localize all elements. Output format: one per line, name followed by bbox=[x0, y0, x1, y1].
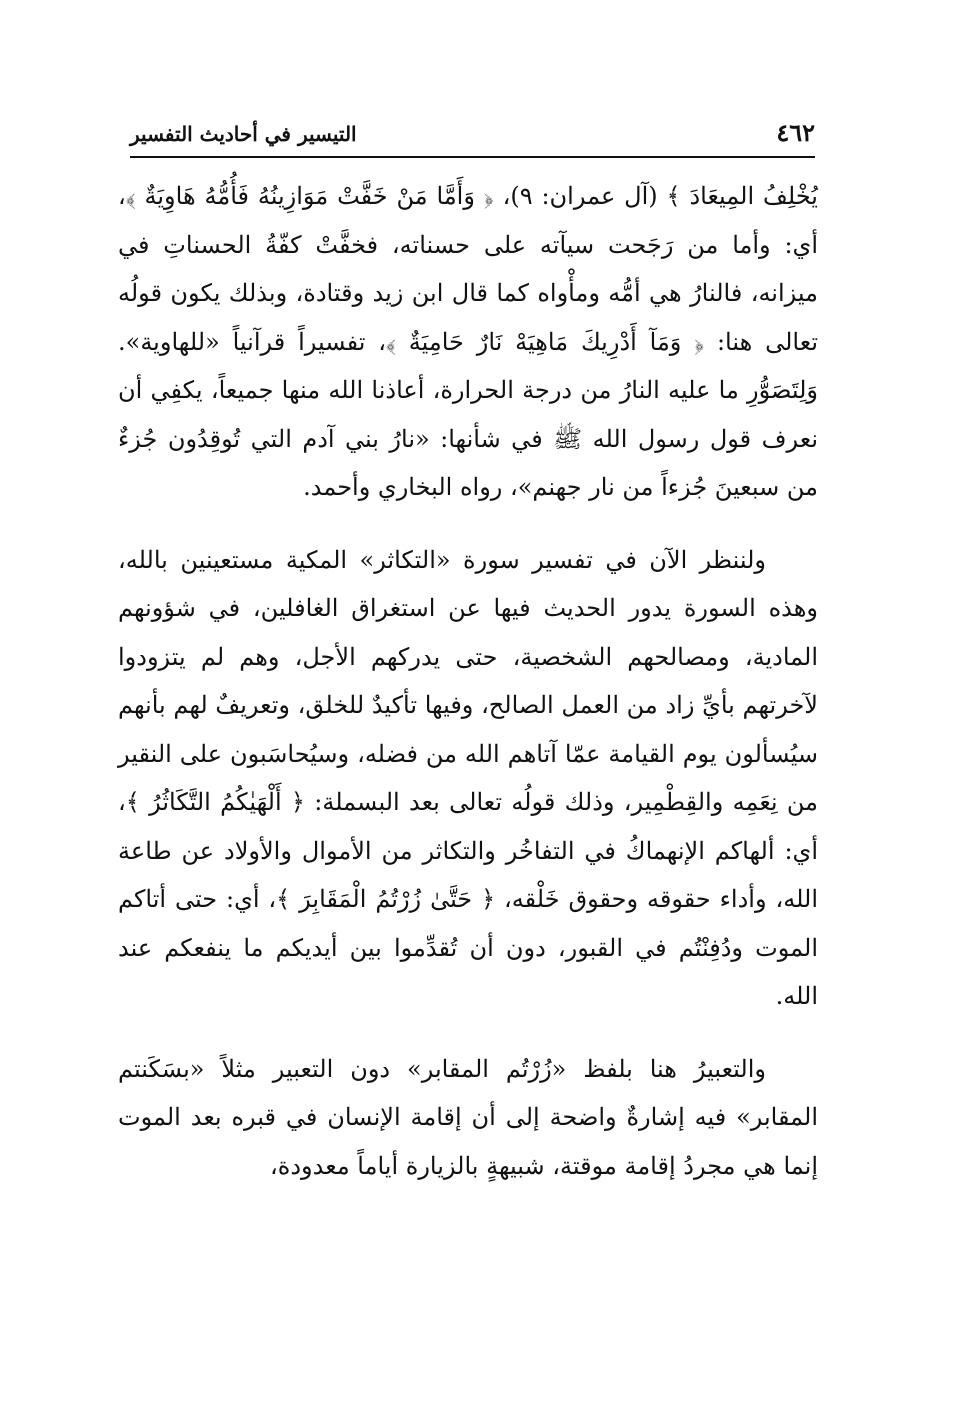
paragraph-1: يُخْلِفُ المِيعَادَ ﴾ (آل عمران: ٩)، ﴿ وَأَمَّا مَنْ خَفَّتْ مَوَازِينُهُ فَأُمُّهُ هَاوِيَةٌ ﴾، أي: وأما من رَجَحت سيآته على حسناته، فخفَّتْ كفّةُ الحسناتِ في ميزانه، فالنارُ هي أمُّه ومأْواه كما قال ابن زيد وقتادة، وبذلك يكون قولُه تعالى هنا: ﴿ وَمَآ أَدْرِيكَ مَاهِيَهْ نَارٌ حَامِيَةٌ ﴾، تفسيراً قرآنياً «للهاوية». وَلِتَصَوُّرِ ما عليه النارُ من درجة الحرارة، أعاذنا الله منها جميعاً، يكفِي أن نعرف قول رسول الله ﷺ في شأنها: «نارُ بني آدم التي تُوقِدُون جُزءٌ من سبعينَ جُزءاً من نار جهنم»، رواه البخاري وأحمد. bbox=[118, 182, 818, 501]
body-text bbox=[118, 172, 818, 1214]
running-title: التيسير في أحاديث التفسير bbox=[130, 122, 357, 146]
header-divider bbox=[130, 156, 815, 158]
page-number: ٤٦٢ bbox=[776, 118, 815, 147]
paragraph-2: ولننظر الآن في تفسير سورة «التكاثر» المكية مستعينين بالله، وهذه السورة يدور الحديث فيها عن استغراق الغافلين، في شؤونهم المادية، ومصالحهم الشخصية، حتى يدركهم الأجل، وهم لم يتزودوا لآخرتهم بأيِّ زاد من العمل الصالح، وفيها تأكيدٌ للخلق، وتعريفٌ لهم بأنهم سيُسألون يوم القيامة عمّا آتاهم الله من فضله، وسيُحاسَبون على النقير من نِعَمِه والقِطْمِير، وذلك قولُه تعالى بعد البسملة: ﴿ أَلْهَيٰكُمُ التَّكَاثُرُ ﴾، أي: ألهاكم الإنهماكُ في التفاخُر والتكاثر من الأموال والأولاد عن طاعة الله، وأداء حقوقه وحقوق خَلْقه، ﴿ حَتَّىٰ زُرْتُمُ الْمَقَابِرَ ﴾، أي: حتى أتاكم الموت ودُفِنْتُم في القبور، دون أن تُقدِّموا بين أيديكم ما ينفعكم عند الله. bbox=[118, 545, 818, 1010]
paragraph-3: والتعبيرُ هنا بلفظ «زُرْتُم المقابر» دون التعبير مثلاً «بسَكَنتم المقابر» فيه إشارةٌ واضحة إلى أن إقامة الإنسان في قبره بعد الموت إنما هي مجردُ إقامة موقتة، شبيهةٍ بالزيارة أياماً معدودة، bbox=[118, 1054, 818, 1180]
page-header bbox=[130, 118, 815, 158]
